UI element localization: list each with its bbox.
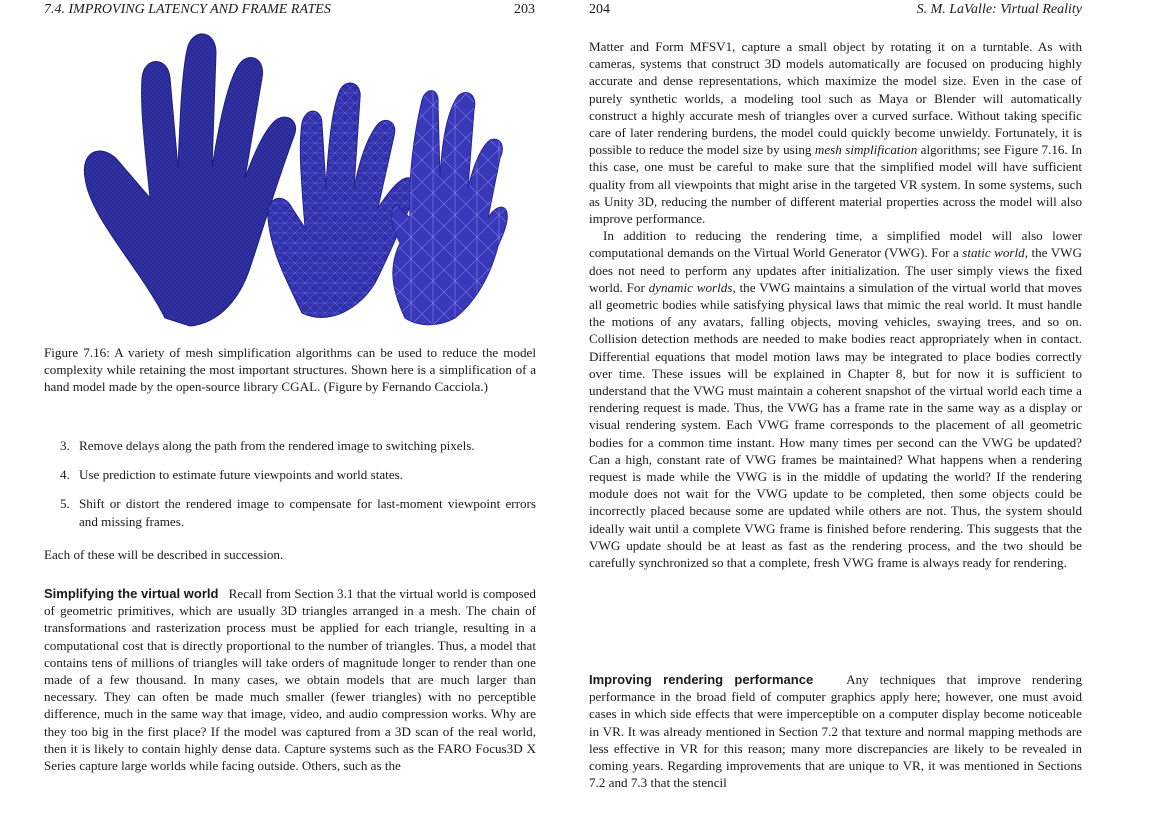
list-item: [44, 437, 536, 454]
list-item: [44, 466, 536, 483]
right-page: [580, 0, 1171, 816]
list-text: Shift or distort the rendered image to compensate for last-moment viewpoint errors and missing frames.: [79, 496, 536, 529]
list-number: 4.: [60, 467, 70, 483]
list-item: [44, 495, 536, 529]
left-page: [0, 0, 580, 816]
section-improving-rendering: [589, 671, 1082, 791]
section-heading: Improving rendering performance: [589, 672, 814, 687]
dense-hand-mesh: [84, 34, 295, 326]
right-body-text: [589, 38, 1082, 571]
running-head: 7.4. IMPROVING LATENCY AND FRAME RATES: [44, 2, 331, 17]
list-number: 5.: [60, 496, 70, 512]
paragraph: Matter and Form MFSV1, capture a small object by rotating it on a turntable. As with cameras, systems that construct 3D models automatically are focused on producing highly accurate and dense representations, which maximize the model size. Even in the case of purely synthetic worlds, a modeling tool such as Maya or Blender will automatically construct a highly accurate mesh of triangles over a curved surface. Without taking specific care of later rendering burdens, the model could quickly become unwieldy. Fortunately, it is possible to reduce the model size by using mesh simplification algorithms; see Figure 7.16. In this case, one must be careful to make sure that the simplified model will have sufficient quality from all viewpoints that might arise in the targeted VR system. In some systems, such as Unity 3D, reducing the number of different material properties across the model will also improve performance.: [589, 39, 1083, 227]
section-body: Any techniques that improve rendering performance in the broad field of computer graphics apply here; however, one must avoid cases in which side effects that were imperceptible on a computer display become noticeable in VR. It was already mentioned in Section 7.2 that texture and normal mapping methods are less effective in VR for this reason; many more discrepancies are likely to be revealed in coming years. Regarding improvements that are unique to VR, it was mentioned in Sections 7.2 and 7.3 that the stencil: [589, 672, 1082, 791]
page-number: 203: [514, 2, 535, 17]
after-list-paragraph: Each of these will be described in succession.: [44, 547, 284, 562]
paragraph: In addition to reducing the rendering time, a simplified model will also lower computational demands on the Virtual World Generator (VWG). For a static world, the VWG does not need to perform any updates after initialization. The user simply views the fixed world. For dynamic worlds, the VWG maintains a simulation of the virtual world that moves all geometric bodies while satisfying physical laws that mimic the real world. It must handle the motions of any avatars, falling objects, moving vehicles, swaying trees, and so on. Collision detection methods are needed to make bodies react appropriately when in contact. Differential equations that model motion laws may be integrated to place bodies correctly over time. These issues will be explained in Chapter 8, but for now it is sufficient to understand that the VWG must maintain a coherent snapshot of the virtual world each time a rendering request is made. Thus, the VWG has a frame rate in the same way as a display or visual rendering system. Each VWG frame corresponds to the placement of all geometric bodies for a common time instant. How many times per second can the VWG be updated? Can a high, constant rate of VWG frames be maintained? What happens when a rendering request is made while the VWG is in the middle of updating the world? If the rendering module does not wait for the VWG update to be completed, then some objects could be incorrectly placed because some are updated while others are not. Thus, the system should ideally wait until a complete VWG frame is finished before rendering. This suggests that the VWG update should be at least as fast as the rendering process, and the two should be carefully synchronized so that a complete, fresh VWG frame is always ready for rendering.: [589, 228, 1082, 571]
running-head: S. M. LaValle: Virtual Reality: [916, 2, 1082, 17]
figure-caption: Figure 7.16: A variety of mesh simplification algorithms can be used to reduce the model complexity while retaining the most important structures. Shown here is a simplification of a hand model made by the open-source library CGAL. (Figure by Fernando Cacciola.): [44, 345, 536, 395]
list-text: Use prediction to estimate future viewpoints and world states.: [79, 467, 403, 483]
section-simplifying: [44, 585, 536, 774]
numbered-list: [44, 437, 536, 542]
section-heading: Simplifying the virtual world: [44, 586, 219, 601]
page-number: 204: [589, 2, 610, 17]
list-text: Remove delays along the path from the rendered image to switching pixels.: [79, 438, 475, 453]
list-number: 3.: [60, 438, 70, 453]
hand-mesh-figure: [70, 28, 510, 328]
section-body: Recall from Section 3.1 that the virtual world is composed of geometric primitives, which are usually 3D triangles arranged in a mesh. The chain of transformations and rasterization process must be applied for each triangle, resulting in a computational cost that is directly proportional to the number of triangles. Thus, a model that contains tens of millions of triangles will take orders of magnitude longer to render than one made of a few thousand. In many cases, we obtain models that are much larger than necessary. They can often be made much smaller (fewer triangles) with no perceptible difference, much in the same way that image, video, and audio compression works. Why are they too big in the first place? If the model was captured from a 3D scan of the real world, then it is likely to contain highly dense data. Capture systems such as the FARO Focus3D X Series capture large worlds while facing outside. Others, such as the: [44, 586, 536, 774]
